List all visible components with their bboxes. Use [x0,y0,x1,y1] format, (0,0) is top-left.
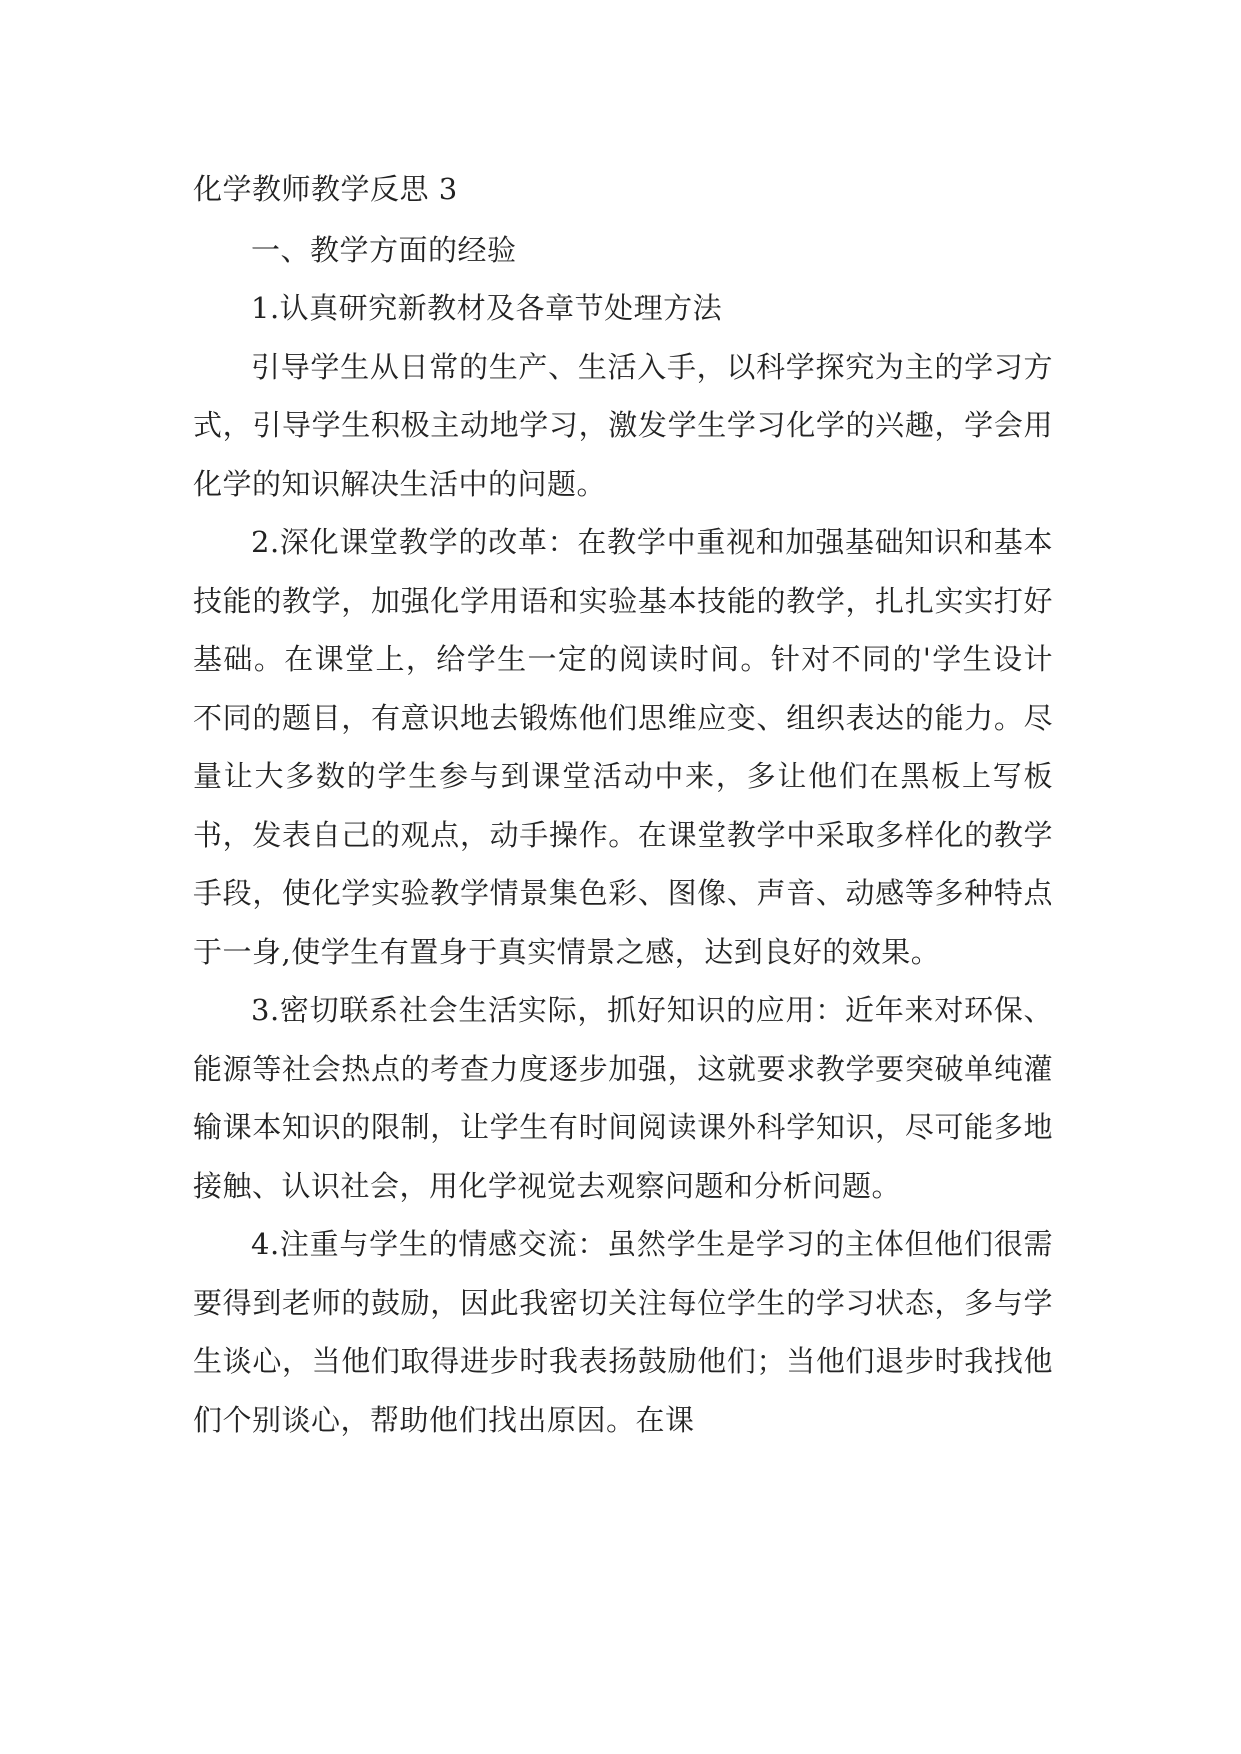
paragraph-2: 2.深化课堂教学的改革：在教学中重视和加强基础知识和基本技能的教学，加强化学用语和实验基本技能的教学，扎扎实实打好基础。在课堂上，给学生一定的阅读时间。针对不同的'学生设计不同的题目，有意识地去锻炼他们思维应变、组织表达的能力。尽量让大多数的学生参与到课堂活动中来，多让他们在黑板上写板书，发表自己的观点，动手操作。在课堂教学中采取多样化的教学手段，使化学实验教学情景集色彩、图像、声音、动感等多种特点于一身,使学生有置身于真实情景之感，达到良好的效果。 [193,525,1053,969]
paragraph-1: 引导学生从日常的生产、生活入手，以科学探究为主的学习方式，引导学生积极主动地学习，激发学生学习化学的兴趣，学会用化学的知识解决生活中的问题。 [193,349,1053,501]
section-heading: 一、教学方面的经验 [251,232,517,267]
item-heading-1: 1.认真研究新教材及各章节处理方法 [251,291,723,325]
paragraph-4: 4.注重与学生的情感交流：虽然学生是学习的主体但他们很需要得到老师的鼓励，因此我密切关注每位学生的学习状态，多与学生谈心，当他们取得进步时我表扬鼓励他们；当他们退步时我找他们个别谈心，帮助他们找出原因。在课 [193,1227,1053,1437]
document-body [193,160,1053,1449]
paragraph-3: 3.密切联系社会生活实际，抓好知识的应用：近年来对环保、能源等社会热点的考查力度逐步加强，这就要求教学要突破单纯灌输课本知识的限制，让学生有时间阅读课外科学知识，尽可能多地接触、认识社会，用化学视觉去观察问题和分析问题。 [193,993,1053,1203]
document-title: 化学教师教学反思 3 [193,172,458,206]
